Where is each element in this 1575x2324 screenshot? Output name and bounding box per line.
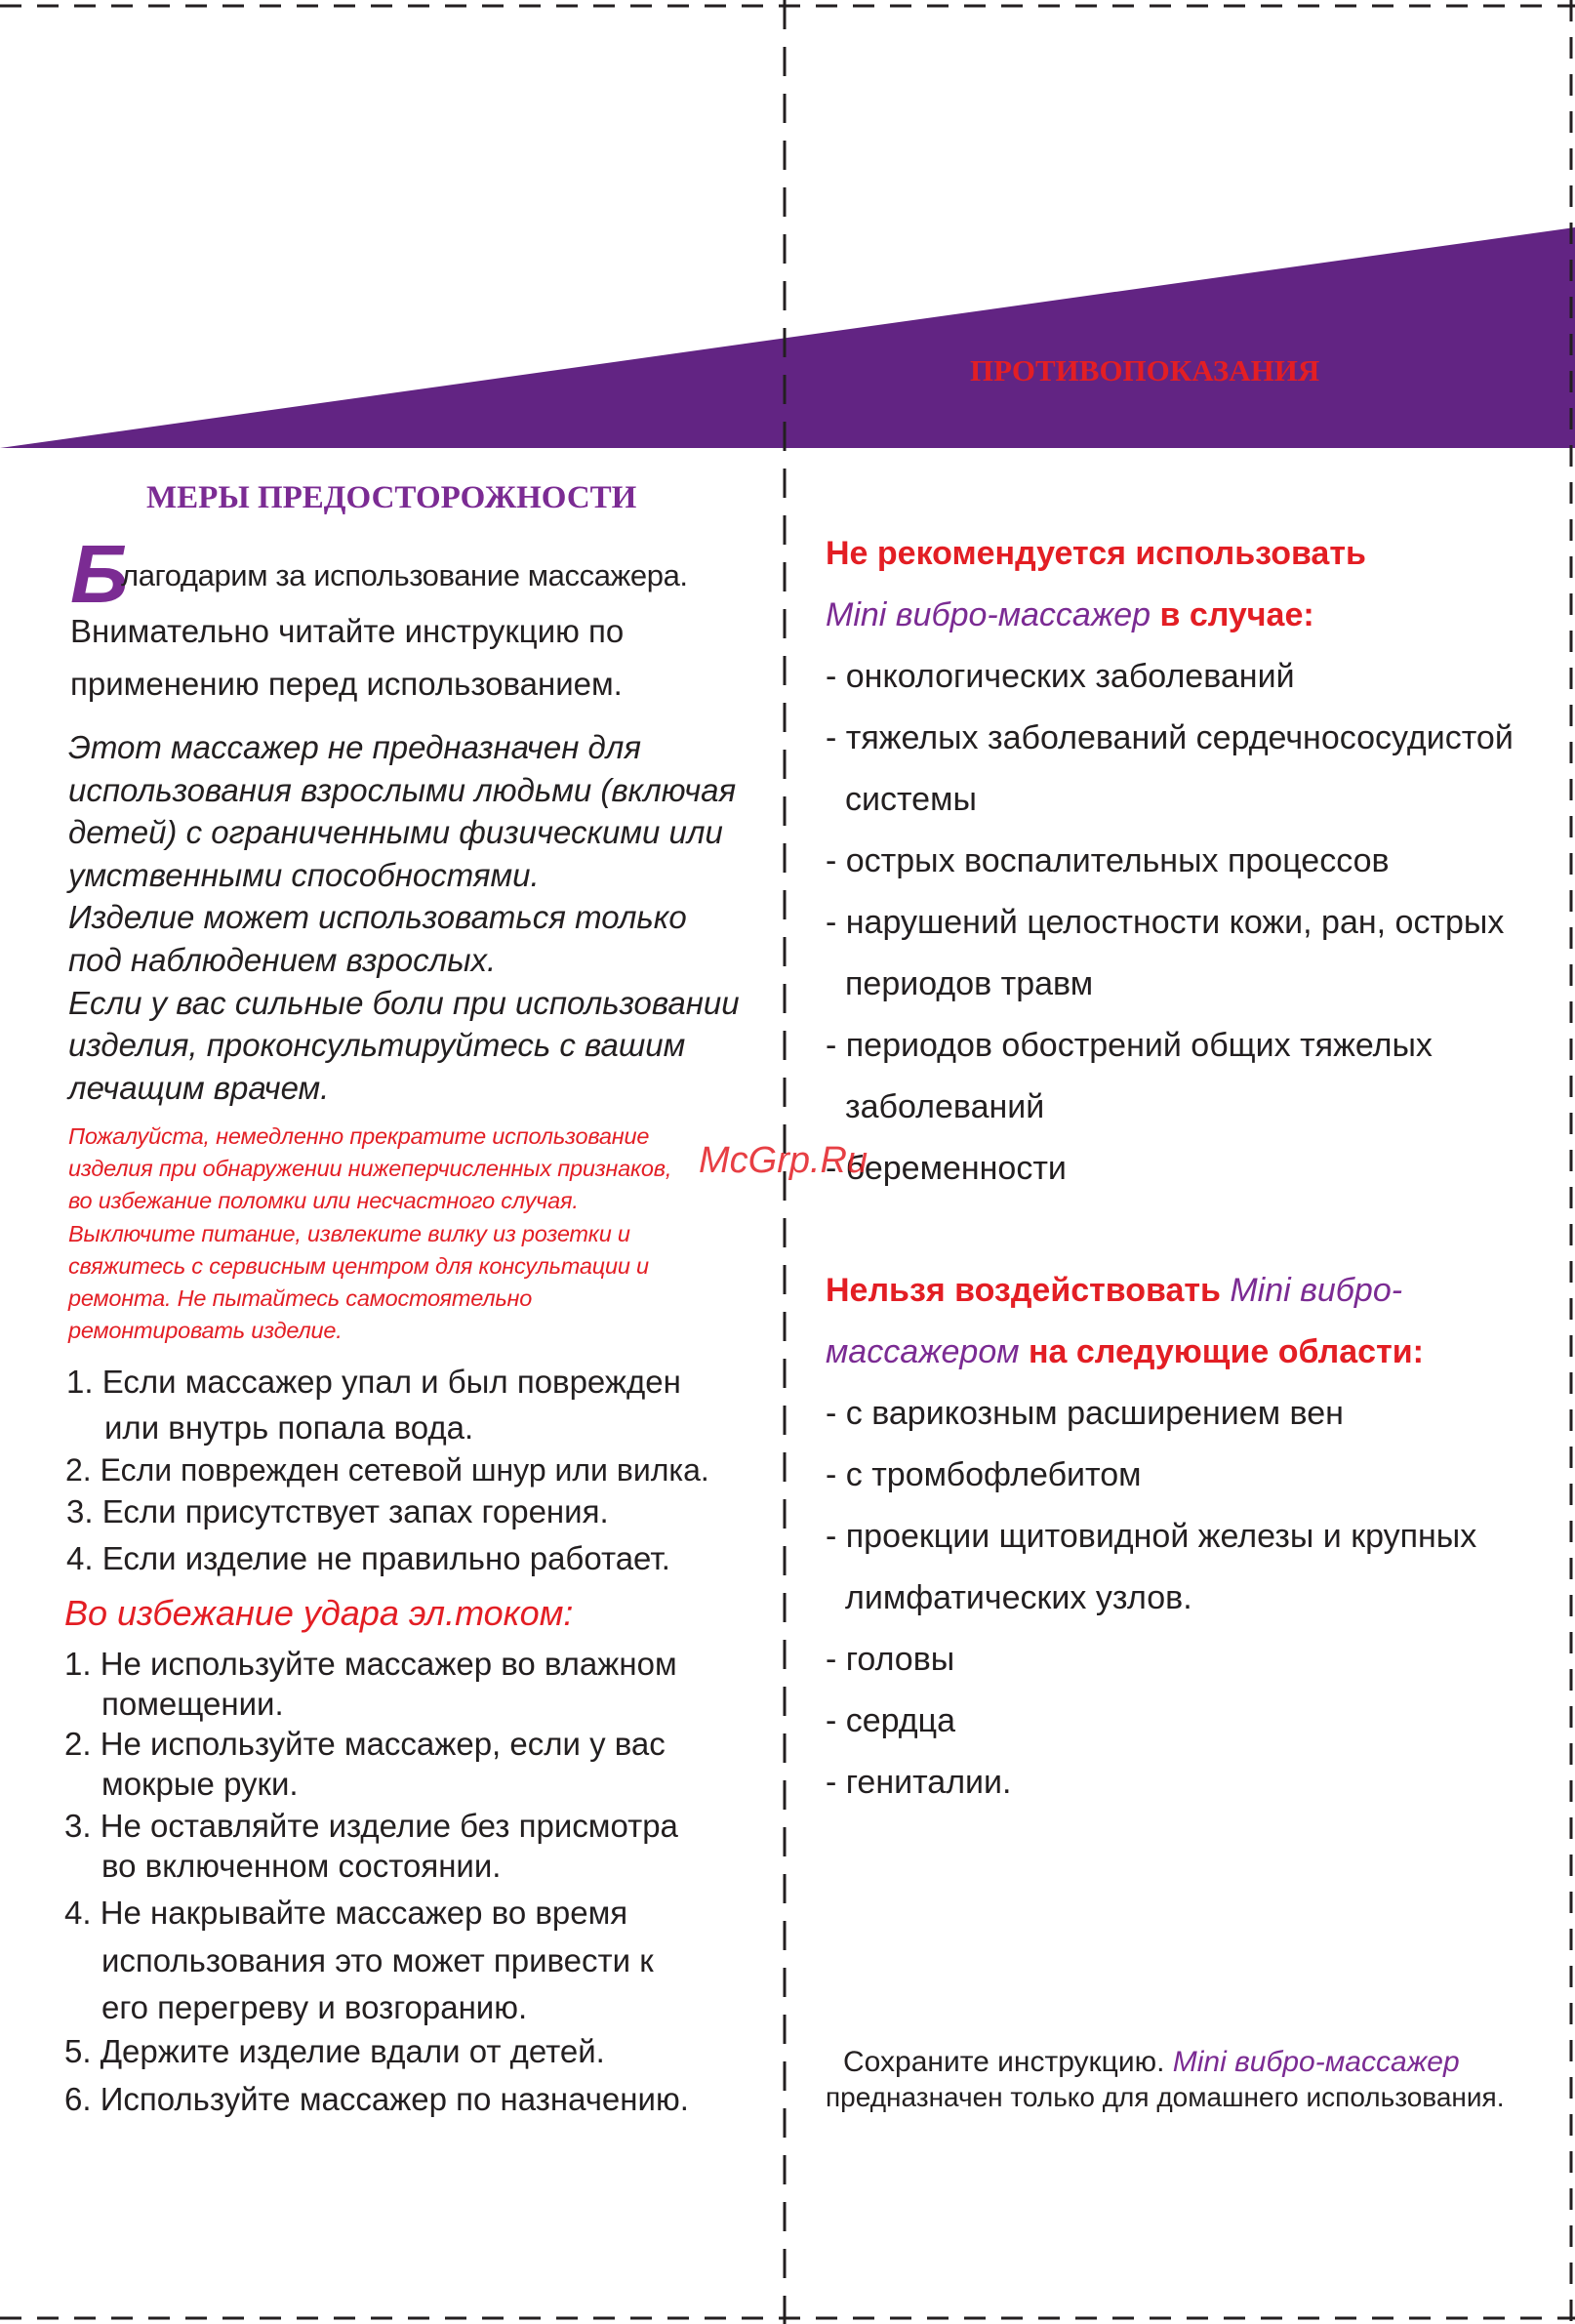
warning-line: во избежание поломки или несчастного случая. <box>68 1188 579 1214</box>
list-item: - с варикозным расширением вен <box>826 1395 1344 1432</box>
list-item: - головы <box>826 1641 955 1678</box>
list-item: - гениталии. <box>826 1764 1012 1801</box>
warning-line: Выключите питание, извлеките вилку из розетки и <box>68 1220 630 1246</box>
list-item: - с тромбофлебитом <box>826 1456 1142 1493</box>
shock-heading: Во избежание удара эл.током: <box>64 1593 574 1633</box>
section2-title-suffix: на следующие области: <box>1019 1333 1424 1370</box>
list-item: периодов травм <box>845 965 1094 1002</box>
warning-line: Пожалуйста, немедленно прекратите использование <box>68 1123 650 1149</box>
italic-notice-line: Изделие может использоваться только <box>68 899 687 936</box>
italic-notice-line: умственными способностями. <box>68 856 540 893</box>
italic-notice-line: использования взрослыми людьми (включая <box>68 771 737 808</box>
product-name: Mini вибро-массажер <box>1172 2046 1460 2078</box>
purple-band <box>0 227 1575 448</box>
section1-subtitle <box>826 596 1314 634</box>
list-item: 6. Используйте массажер по назначению. <box>64 2081 689 2117</box>
section1-subtitle-suffix: в случае: <box>1151 596 1314 633</box>
product-name: Mini вибро-массажер <box>826 596 1151 633</box>
list-item: - сердца <box>826 1702 956 1739</box>
list-item: 4. Если изделие не правильно работает. <box>66 1540 670 1576</box>
list-item: 4. Не накрывайте массажер во время <box>64 1895 628 1931</box>
warning-line: ремонтировать изделие. <box>68 1318 343 1344</box>
product-name: массажером <box>826 1333 1020 1370</box>
italic-notice-line: лечащим врачем. <box>68 1069 330 1106</box>
list-item: - периодов обострений общих тяжелых <box>826 1027 1433 1064</box>
warning-line: изделия при обнаружении нижеперчисленных признаков, <box>68 1156 672 1182</box>
contraindications-heading: ПРОТИВОПОКАЗАНИЯ <box>970 353 1320 387</box>
section2-title-line1 <box>826 1272 1402 1310</box>
list-item: заболеваний <box>845 1088 1045 1125</box>
list-item: лимфатических узлов. <box>845 1579 1192 1616</box>
intro-line-1: лагодарим за использование массажера. <box>121 558 688 592</box>
list-item: - беременности <box>826 1150 1067 1187</box>
product-name: Mini вибро- <box>1230 1272 1403 1309</box>
list-item: - тяжелых заболеваний сердечнососудистой <box>826 719 1514 756</box>
list-item: - проекции щитовидной железы и крупных <box>826 1518 1477 1555</box>
list-item: или внутрь попала вода. <box>104 1409 474 1446</box>
intro-line-3: применению перед использованием. <box>70 666 623 702</box>
list-item: 2. Не используйте массажер, если у вас <box>64 1726 666 1762</box>
list-item: его перегреву и возгоранию. <box>101 1989 528 2025</box>
list-item: - онкологических заболеваний <box>826 658 1295 695</box>
list-item: 1. Не используйте массажер во влажном <box>64 1646 677 1682</box>
italic-notice-line: Этот массажер не предназначен для <box>68 729 642 765</box>
warning-line: свяжитесь с сервисным центром для консультации и <box>68 1252 649 1279</box>
list-item: 2. Если поврежден сетевой шнур или вилка. <box>65 1452 709 1488</box>
list-item: 3. Если присутствует запах горения. <box>66 1493 609 1529</box>
italic-notice-line: детей) с ограниченными физическими или <box>68 814 723 851</box>
footer-line-2: предназначен только для домашнего использования. <box>826 2082 1505 2112</box>
intro-dropcap: Б <box>70 528 129 620</box>
italic-notice <box>68 726 740 1109</box>
footer-prefix: Сохраните инструкцию. <box>843 2046 1173 2078</box>
intro-line-2: Внимательно читайте инструкцию по <box>70 613 625 649</box>
list-item: во включенном состоянии. <box>101 1848 502 1884</box>
list-item: системы <box>845 781 977 818</box>
list-item: - острых воспалительных процессов <box>826 842 1390 879</box>
section2-title-line2 <box>826 1333 1424 1371</box>
italic-notice-line: под наблюдением взрослых. <box>68 941 497 978</box>
section1-title: Не рекомендуется использовать <box>826 535 1366 572</box>
section2-title-prefix: Нельзя воздействовать <box>826 1272 1231 1309</box>
list-item: 1. Если массажер упал и был поврежден <box>66 1364 681 1400</box>
list-item: использования это может привести к <box>101 1942 654 1978</box>
list-item: 3. Не оставляйте изделие без присмотра <box>64 1808 678 1844</box>
list-item: мокрые руки. <box>101 1766 299 1802</box>
footer-line-1 <box>843 2046 1460 2079</box>
list-item: - нарушений целостности кожи, ран, острых <box>826 904 1505 941</box>
list-item: помещении. <box>101 1686 284 1722</box>
list-item: 5. Держите изделие вдали от детей. <box>64 2033 605 2069</box>
warning-line: ремонта. Не пытайтесь самостоятельно <box>68 1285 533 1312</box>
warning-notice <box>68 1121 671 1347</box>
precautions-heading: МЕРЫ ПРЕДОСТОРОЖНОСТИ <box>146 480 637 515</box>
italic-notice-line: Если у вас сильные боли при использовании <box>68 984 740 1021</box>
italic-notice-line: изделия, проконсультируйтесь с вашим <box>68 1027 686 1064</box>
watermark: McGrp.Ru <box>699 1140 868 1181</box>
